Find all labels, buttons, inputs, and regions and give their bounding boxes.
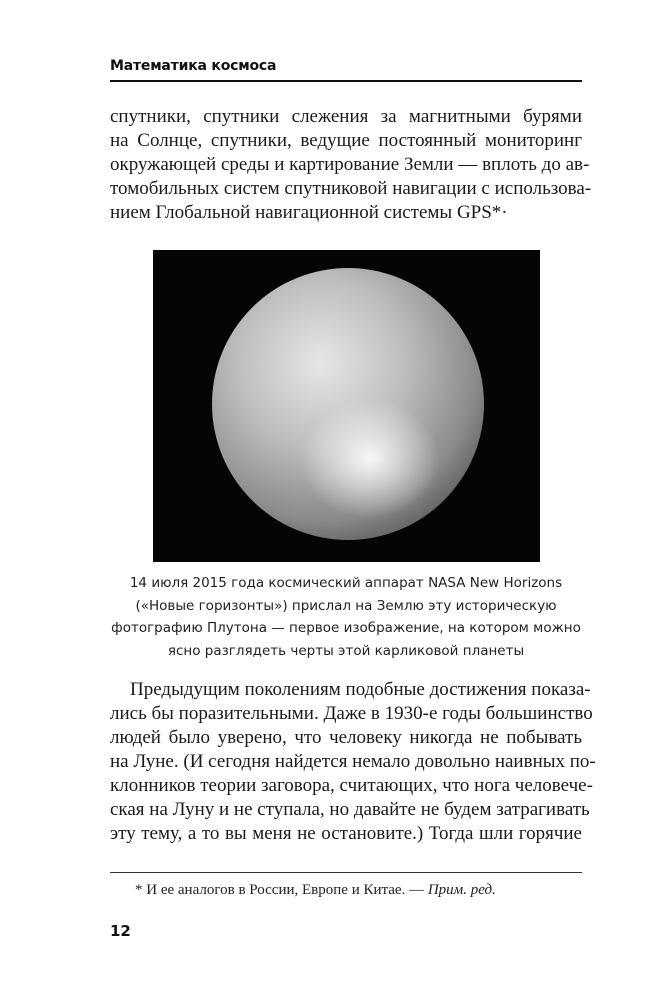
paragraph-1	[110, 105, 592, 225]
text-line: окружающей среды и картирование Земли — вплоть до ав-	[110, 154, 590, 175]
text-line: эту тему, а то вы меня не остановите.) Тогда шли горячие	[110, 823, 582, 844]
footnote-editor-note: Прим. ред.	[427, 882, 496, 898]
pluto-image	[212, 268, 484, 540]
text-line: нием Глобальной навигационной системы GPS*·	[110, 202, 508, 223]
footnote-text: * И ее аналогов в России, Европе и Китае. —	[135, 882, 428, 898]
text-line: спутники, спутники слежения за магнитными бурями	[110, 106, 582, 127]
caption-line: 14 июля 2015 года космический аппарат NASA New Horizons	[129, 575, 563, 591]
caption-line: фотографию Плутона — первое изображение, на котором можно	[111, 620, 581, 636]
text-line: на Солнце, спутники, ведущие постоянный мониторинг	[110, 130, 582, 151]
running-header: Математика космоса	[110, 58, 277, 74]
text-line: клонников теории заговора, считающих, что нога человече-	[110, 775, 593, 796]
text-line: лись бы поразительными. Даже в 1930-е годы большинство	[110, 703, 593, 724]
paragraph-2	[110, 678, 596, 846]
text-line: Предыдущим поколениям подобные достижения показа-	[130, 679, 591, 700]
caption-line: («Новые горизонты») прислал на Землю эту историческую	[135, 597, 557, 614]
text-line: на Луне. (И сегодня найдется немало довольно наивных по-	[110, 751, 596, 772]
text-line: томобильных систем спутниковой навигации с использова-	[110, 178, 592, 199]
page-number: 12	[110, 922, 131, 940]
footnote-rule	[110, 872, 582, 873]
figure-caption	[110, 572, 582, 662]
caption-line: ясно разглядеть черты этой карликовой планеты	[167, 642, 525, 659]
header-rule	[110, 80, 582, 82]
text-line: людей было уверено, что человеку никогда не побывать	[110, 727, 582, 748]
text-line: ская на Луну и не ступала, но давайте не будем затрагивать	[110, 799, 590, 820]
footnote	[135, 882, 496, 899]
